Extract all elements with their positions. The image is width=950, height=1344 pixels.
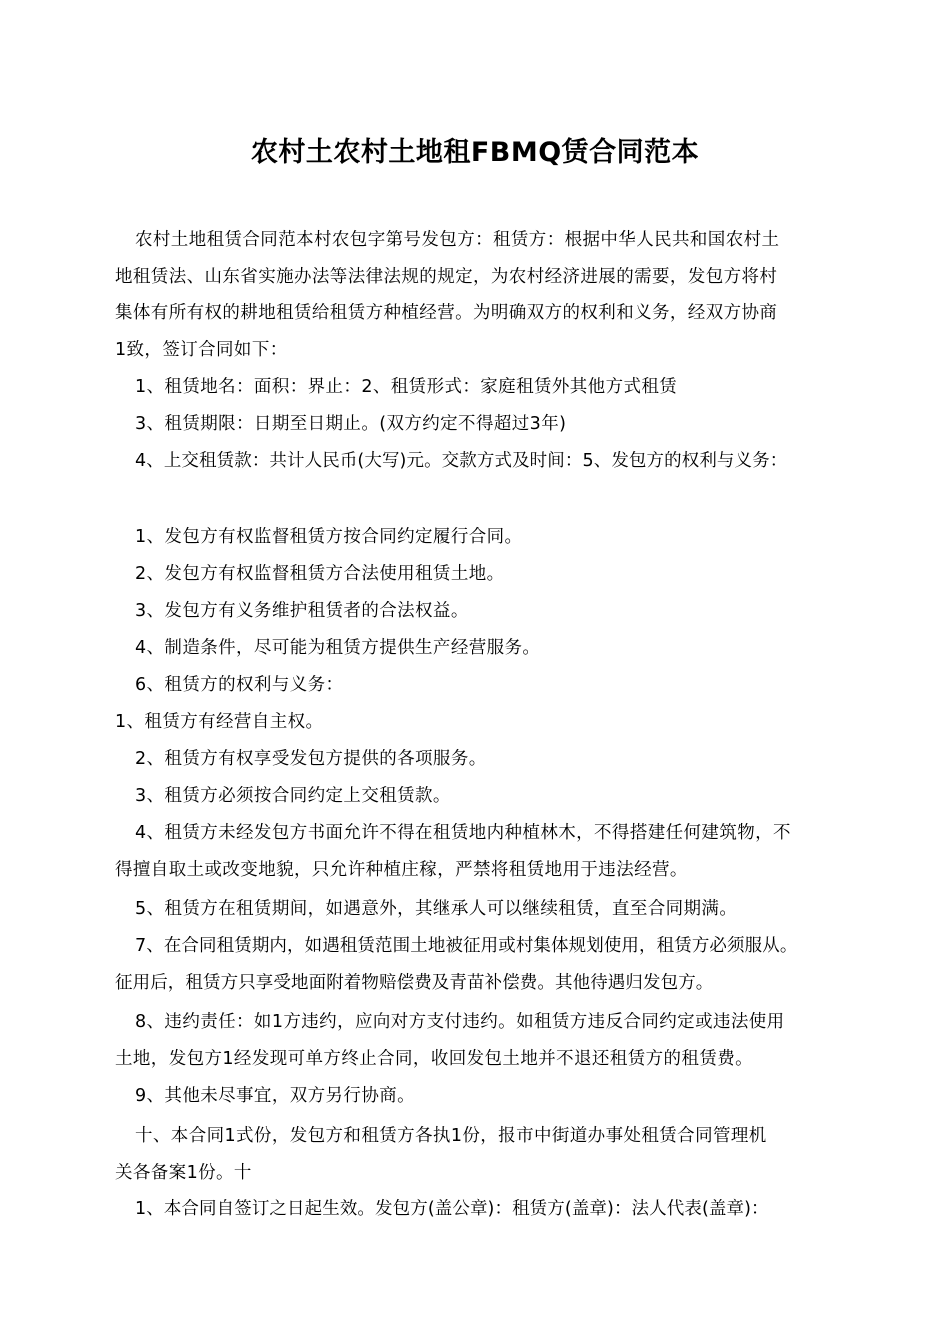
clause-lessor-right-1 (115, 519, 850, 556)
text-line: 得擅自取土或改变地貌，只允许种植庄稼，严禁将租赁地用于违法经营。 (115, 859, 688, 880)
clause-other-matters (115, 1078, 850, 1115)
text-line: 1、本合同自签订之日起生效。发包方(盖公章)：租赁方(盖章)：法人代表(盖章)： (135, 1199, 769, 1219)
text-line: 2、发包方有权监督租赁方合法使用租赁土地。 (135, 564, 505, 584)
clause-lessor-right-4 (115, 630, 850, 667)
clause-lessor-right-3 (115, 593, 850, 630)
clause-copies (115, 1118, 850, 1191)
clause-lease-location (115, 369, 850, 406)
text-line: 地租赁法、山东省实施办法等法律法规的规定，为农村经济进展的需要，发包方将村 (115, 266, 778, 287)
text-line: 1致，签订合同如下： (115, 340, 288, 361)
text-line: 4、制造条件，尽可能为租赁方提供生产经营服务。 (135, 638, 541, 658)
text-line: 3、租赁期限：日期至日期止。(双方约定不得超过3年) (135, 414, 567, 434)
text-line: 2、租赁方有权享受发包方提供的各项服务。 (135, 749, 487, 769)
text-line: 5、租赁方在租赁期间，如遇意外，其继承人可以继续租赁，直至合同期满。 (135, 899, 738, 919)
paragraph-preamble (115, 222, 850, 369)
clause-lessee-right-2 (115, 741, 850, 778)
clause-lessee-heading (115, 667, 850, 704)
text-line: 征用后，租赁方只享受地面附着物赔偿费及青苗补偿费。其他待遇归发包方。 (115, 972, 714, 993)
text-line: 1、租赁地名：面积：界止：2、租赁形式：家庭租赁外其他方式租赁 (135, 377, 678, 397)
clause-lease-term (115, 406, 850, 443)
text-line: 十、本合同1式份，发包方和租赁方各执1份，报市中街道办事处租赁合同管理机 (135, 1126, 767, 1146)
text-line: 3、租赁方必须按合同约定上交租赁款。 (135, 786, 451, 806)
text-line: 集体有所有权的耕地租赁给租赁方种植经营。为明确双方的权利和义务，经双方协商 (115, 303, 778, 324)
clause-land-requisition (115, 928, 850, 1001)
text-line: 3、发包方有义务维护租赁者的合法权益。 (135, 601, 469, 621)
text-line: 8、违约责任：如1方违约，应向对方支付违约。如租赁方违反合同约定或违法使用 (135, 1012, 785, 1032)
clause-lessee-right-5 (115, 891, 850, 928)
clause-lessee-right-1 (115, 704, 850, 741)
clause-effective-signatures (115, 1191, 850, 1228)
text-line: 关各备案1份。十 (115, 1162, 252, 1183)
clause-lessee-right-3 (115, 778, 850, 815)
text-line: 1、租赁方有经营自主权。 (115, 712, 324, 732)
text-line: 农村土地租赁合同范本村农包字第号发包方：租赁方：根据中华人民共和国农村土 (135, 230, 780, 250)
document-title: 农村土农村土地租FBMQ赁合同范本 (250, 137, 700, 168)
text-line: 7、在合同租赁期内，如遇租赁范围土地被征用或村集体规划使用，租赁方必须服从。 (135, 936, 798, 956)
text-line: 4、上交租赁款：共计人民币(大写)元。交款方式及时间：5、发包方的权利与义务： (135, 451, 788, 471)
clause-lessee-right-4 (115, 815, 850, 888)
text-line: 9、其他未尽事宜，双方另行协商。 (135, 1086, 416, 1106)
text-line: 土地，发包方1经发现可单方终止合同，收回发包土地并不退还租赁方的租赁费。 (115, 1048, 754, 1069)
clause-lease-payment (115, 443, 850, 480)
text-line: 1、发包方有权监督租赁方按合同约定履行合同。 (135, 527, 523, 547)
text-line: 6、租赁方的权利与义务： (135, 675, 344, 695)
clause-lessor-right-2 (115, 556, 850, 593)
text-line: 4、租赁方未经发包方书面允许不得在租赁地内种植林木，不得搭建任何建筑物，不 (135, 823, 791, 843)
clause-breach-liability (115, 1004, 850, 1077)
